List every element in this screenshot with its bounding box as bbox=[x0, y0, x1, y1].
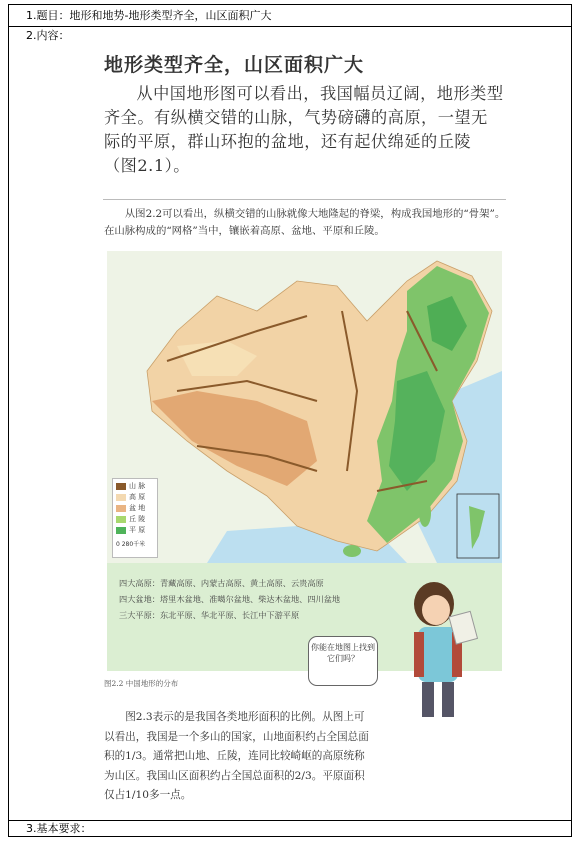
legend-item: 平 原 bbox=[116, 525, 145, 536]
speech-bubble: 你能在地图上找到它们吗？ bbox=[308, 636, 378, 686]
table-row-divider bbox=[9, 820, 571, 821]
divider bbox=[103, 199, 506, 200]
summary-line: 四大盆地：塔里木盆地、准噶尔盆地、柴达木盆地、四川盆地 bbox=[119, 594, 341, 604]
map-intro-paragraph: 从图2.2可以看出，纵横交错的山脉就像大地隆起的脊梁，构成我国地形的“骨架”。在山脉构成的“网格”当中，镶嵌着高原、盆地、平原和丘陵。 bbox=[104, 208, 506, 237]
terrain-ratio-paragraph: 图2.3表示的是我国各类地形面积的比例。从图上可以看出，我国是一个多山的国家，山地面积约占全国总面积的1/3。通常把山地、丘陵，连同比较崎岖的高原统称为山区。我国山区面积约占全国总面积的2/3。平原面积仅占1/10多一点。 bbox=[104, 711, 369, 801]
legend-item: 高 原 bbox=[116, 492, 145, 503]
summary-line: 四大高原：青藏高原、内蒙古高原、黄土高原、云贵高原 bbox=[119, 578, 324, 588]
terrain-map-image bbox=[107, 251, 502, 563]
figure-caption: 图2.2 中国地形的分布 bbox=[104, 679, 179, 688]
requirements-label: 3.基本要求： bbox=[26, 822, 92, 835]
table-row-divider bbox=[9, 26, 571, 27]
legend-item: 丘 陵 bbox=[116, 514, 145, 525]
topic-line: 1.题目：地形和地势-地形类型齐全，山区面积广大 bbox=[26, 9, 272, 22]
legend-item: 盆 地 bbox=[116, 503, 145, 514]
intro-paragraph: 从中国地形图可以看出，我国幅员辽阔，地形类型齐全。有纵横交错的山脉，气势磅礴的高原，一望无际的平原，群山环抱的盆地，还有起伏绵延的丘陵（图2.1）。 bbox=[104, 84, 504, 175]
section-title: 地形类型齐全，山区面积广大 bbox=[104, 54, 365, 76]
map-legend bbox=[112, 478, 158, 558]
content-label: 2.内容： bbox=[26, 29, 70, 42]
student-illustration bbox=[392, 572, 502, 722]
legend-item: 山 脉 bbox=[116, 481, 145, 492]
summary-line: 三大平原：东北平原、华北平原、长江中下游平原 bbox=[119, 610, 300, 620]
legend-scale: 0 280千米 bbox=[116, 541, 146, 548]
china-terrain-map bbox=[107, 251, 502, 563]
